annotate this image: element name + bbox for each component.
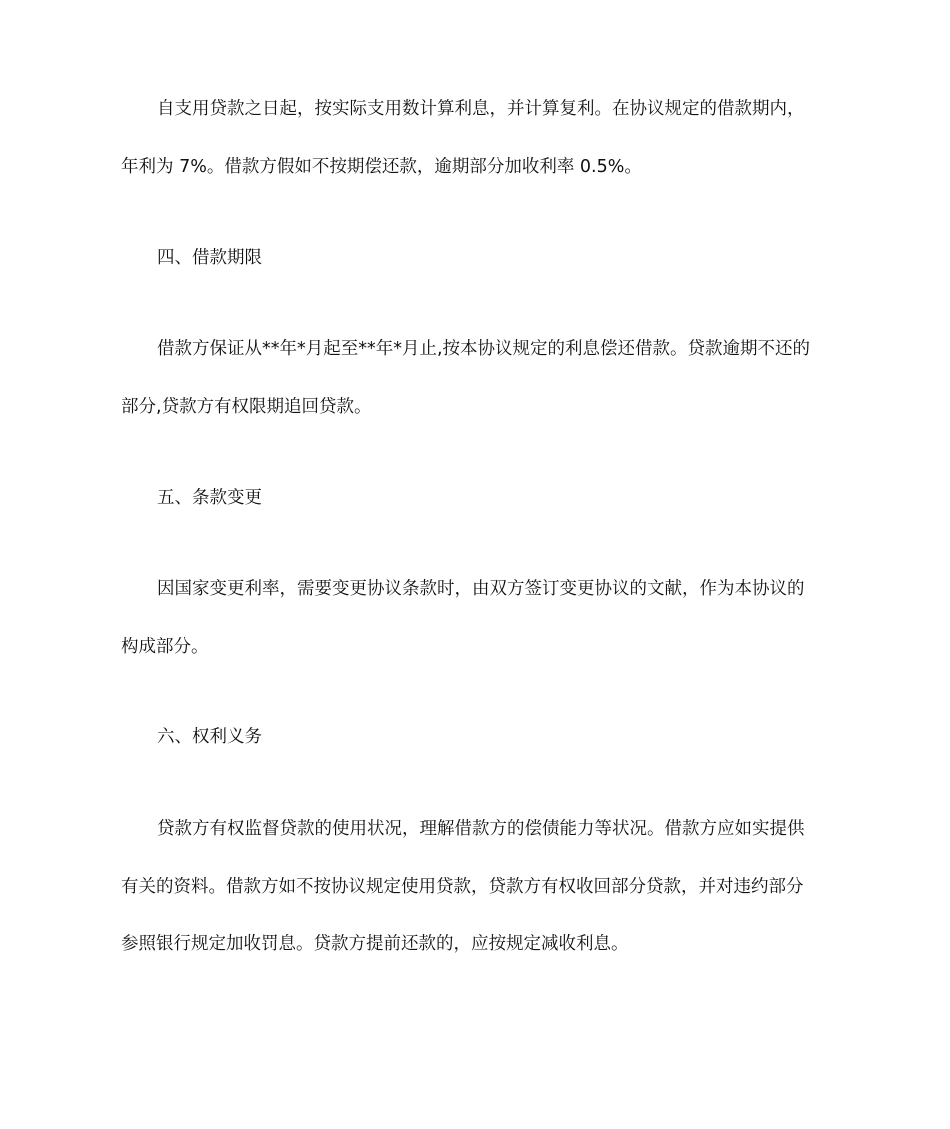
section-heading-rights-obligations: 六、权利义务 [157,727,262,747]
paragraph-clause-change-line-1: 因国家变更利率，需要变更协议条款时，由双方签订变更协议的文献，作为本协议的 [157,579,805,599]
paragraph-loan-term-line-1: 借款方保证从**年*月起至**年*月止,按本协议规定的利息偿还借款。贷款逾期不还的 [157,339,811,359]
paragraph-rights-line-1: 贷款方有权监督贷款的使用状况，理解借款方的偿债能力等状况。借款方应如实提供 [157,819,805,839]
paragraph-interest-line-1: 自支用贷款之日起，按实际支用数计算利息，并计算复利。在协议规定的借款期内， [157,99,805,119]
section-heading-loan-term: 四、借款期限 [157,248,262,268]
paragraph-interest-line-2: 年利为 7%。借款方假如不按期偿还款，逾期部分加收利率 0.5%。 [121,157,642,177]
paragraph-rights-line-2: 有关的资料。借款方如不按协议规定使用贷款，贷款方有权收回部分贷款，并对违约部分 [121,877,804,897]
paragraph-clause-change-line-2: 构成部分。 [121,637,209,657]
paragraph-rights-line-3: 参照银行规定加收罚息。贷款方提前还款的，应按规定减收利息。 [121,934,629,954]
section-heading-clause-change: 五、条款变更 [157,488,262,508]
paragraph-loan-term-line-2: 部分,贷款方有权限期追回贷款。 [121,397,372,417]
